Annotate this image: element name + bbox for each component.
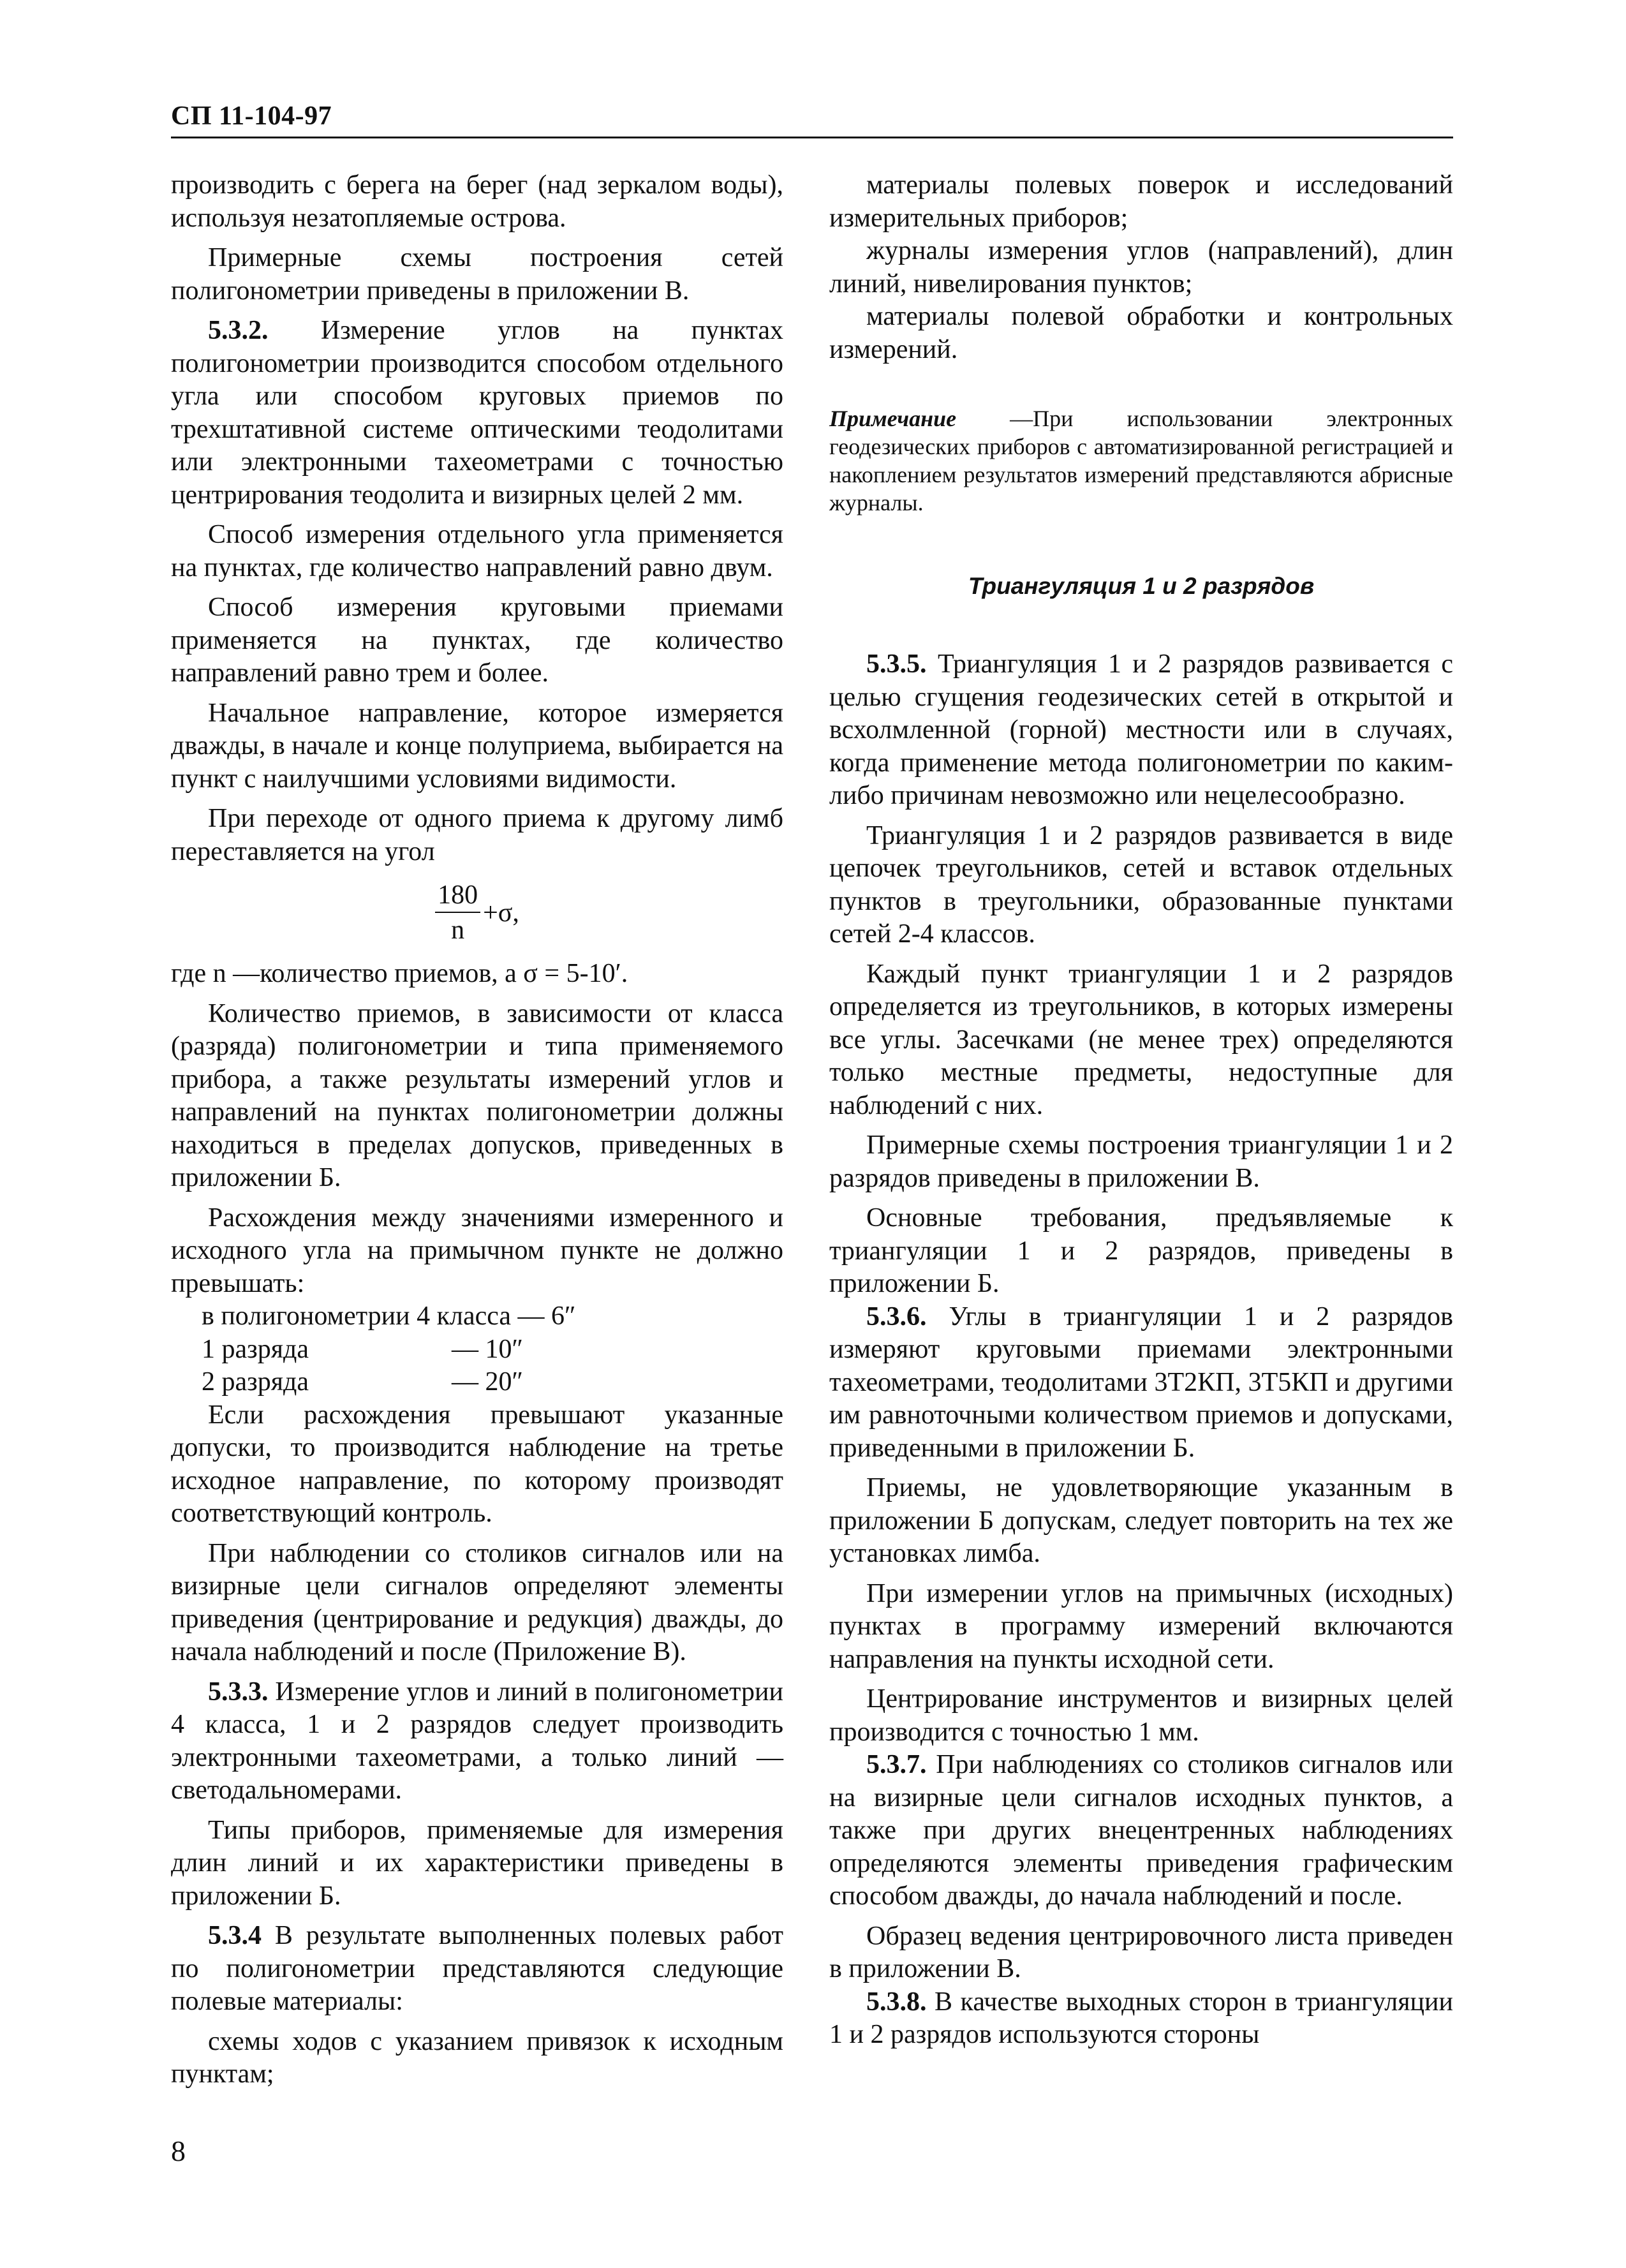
clause-text: Углы в триангуляции 1 и 2 разрядов измеряют круговыми приемами электронными тахеометрами, теодолитами 3Т2КП, 3Т5КП и другими им равноточными количеством приемов и допусками, приведенными в приложении Б. <box>829 1301 1453 1463</box>
clause-number: 5.3.7. <box>866 1750 927 1779</box>
paragraph: Центрирование инструментов и визирных целей производится с точностью 1 мм. <box>829 1684 1453 1747</box>
paragraph-5-3-6 <box>829 1301 1453 1465</box>
fraction <box>435 880 480 946</box>
paragraph: Количество приемов, в зависимости от класса (разряда) полигонометрии и типа применяемого прибора, а также результаты измерений углов и направлений на пунктах полигонометрии должны находиться в пределах допусков, приведенных в приложении Б. <box>171 998 783 1192</box>
tolerance-label: 1 разряда <box>202 1334 309 1364</box>
fraction-numerator: 180 <box>435 880 480 913</box>
note-label: Примечание <box>829 406 957 431</box>
paragraph: схемы ходов с указанием привязок к исходным пунктам; <box>171 2026 783 2089</box>
paragraph: Способ измерения круговыми приемами применяется на пунктах, где количество направлений равно трем и более. <box>171 593 783 688</box>
tolerance-row <box>171 1333 783 1367</box>
page-number: 8 <box>171 2135 186 2167</box>
clause-number: 5.3.4 <box>208 1921 262 1950</box>
tolerance-value: — 10″ <box>452 1334 523 1364</box>
clause-text: Триангуляция 1 и 2 разрядов развивается с целью сгущения геодезических сетей в открытой и всхолмленной (горной) местности или в случаях, когда применение метода полигонометрии по каким-либо причинам невозможно или нецелесообразно. <box>829 649 1453 810</box>
tolerance-row: в полигонометрии 4 класса — 6″ <box>202 1301 576 1331</box>
paragraph: где n —количество приемов, а σ = 5-10′. <box>171 959 628 988</box>
paragraph: Каждый пункт триангуляции 1 и 2 разрядов определяется из треугольников, в которых измерены все углы. Засечками (не менее трех) определяются только местные предметы, недоступные для наблюдений с них. <box>829 959 1453 1120</box>
tolerance-row <box>171 1366 783 1399</box>
paragraph: Если расхождения превышают указанные допуски, то производится наблюдение на третье исходное направление, по которому производят соответствующий контроль. <box>171 1400 783 1528</box>
paragraph: Образец ведения центрировочного листа приведен в приложении В. <box>829 1921 1453 1983</box>
fraction-denominator: n <box>451 915 465 945</box>
tolerance-list <box>171 1300 783 1399</box>
tolerance-value: — 20″ <box>452 1367 523 1397</box>
clause-number: 5.3.3. <box>208 1677 269 1707</box>
paragraph: Способ измерения отдельного угла применяется на пунктах, где количество направлений равно двум. <box>171 520 783 582</box>
clause-text: В результате выполненных полевых работ по полигонометрии представляются следующие полевые материалы: <box>171 1921 783 2016</box>
formula <box>171 868 783 958</box>
page-header <box>171 101 1453 138</box>
clause-text: Измерение углов и линий в полигонометрии 4 класса, 1 и 2 разрядов следует производить электронными тахеометрами, а только линий — светодальномерами. <box>171 1677 783 1805</box>
formula-tail: +σ, <box>483 898 519 928</box>
paragraph: материалы полевых поверок и исследований измерительных приборов; <box>829 170 1453 233</box>
paragraph: Триангуляция 1 и 2 разрядов развивается в виде цепочек треугольников, сетей и вставок отдельных пунктов в треугольники, образованные пунктами сетей 2-4 классов. <box>829 820 1453 949</box>
clause-text: Измерение углов на пунктах полигонометрии производится способом отдельного угла или способом круговых приемов по трехштативной системе оптическими теодолитами или электронными тахеометрами с точностью центрирования теодолита и визирных целей 2 мм. <box>171 316 783 510</box>
paragraph-5-3-3 <box>171 1676 783 1807</box>
paragraph: Типы приборов, применяемые для измерения длин линий и их характеристики приведены в приложении Б. <box>171 1815 783 1911</box>
paragraph: Приемы, не удовлетворяющие указанным в приложении Б допускам, следует повторить на тех же установках лимба. <box>829 1473 1453 1568</box>
note-text: —При использовании электронных геодезических приборов с автоматизированной регистрацией и накоплением результатов измерений представляются абрисные журналы. <box>829 406 1453 515</box>
clause-number: 5.3.8. <box>866 1987 927 2017</box>
section-heading: Триангуляция 1 и 2 разрядов <box>968 573 1315 599</box>
paragraph: материалы полевой обработки и контрольных измерений. <box>829 302 1453 364</box>
tolerance-label: 2 разряда <box>202 1367 309 1397</box>
paragraph-5-3-8 <box>829 1986 1453 2052</box>
clause-number: 5.3.5. <box>866 649 927 679</box>
paragraph-5-3-4 <box>171 1920 783 2019</box>
clause-text: В качестве выходных сторон в триангуляции 1 и 2 разрядов используются стороны <box>829 1987 1453 2049</box>
document-code: СП 11-104-97 <box>171 101 332 131</box>
paragraph: Основные требования, предъявляемые к триангуляции 1 и 2 разрядов, приведены в приложении Б. <box>829 1203 1453 1298</box>
paragraph: Примерные схемы построения сетей полигонометрии приведены в приложении В. <box>171 243 783 306</box>
paragraph: журналы измерения углов (направлений), длин линий, нивелирования пунктов; <box>829 236 1453 299</box>
clause-number: 5.3.2. <box>208 316 269 345</box>
right-column <box>829 169 1453 2052</box>
paragraph: При измерении углов на примычных (исходных) пунктах в программу измерений включаются направления на пункты исходной сети. <box>829 1578 1453 1674</box>
paragraph-5-3-5 <box>829 648 1453 813</box>
paragraph: Начальное направление, которое измеряется дважды, в начале и конце полуприема, выбирается на пункт с наилучшими условиями видимости. <box>171 698 783 794</box>
paragraph-5-3-7 <box>829 1749 1453 1913</box>
paragraph-5-3-2 <box>171 315 783 512</box>
paragraph: При переходе от одного приема к другому лимб переставляется на угол <box>171 804 783 866</box>
paragraph: Расхождения между значениями измеренного и исходного угла на примычном пункте не должно превышать: <box>171 1203 783 1298</box>
clause-number: 5.3.6. <box>866 1301 927 1331</box>
paragraph: производить с берега на берег (над зеркалом воды), используя незатопляемые острова. <box>171 170 783 233</box>
paragraph: При наблюдении со столиков сигналов или на визирные цели сигналов определяют элементы приведения (центрирование и редукция) дважды, до начала наблюдений и после (Приложение В). <box>171 1538 783 1666</box>
clause-text: При наблюдениях со столиков сигналов или на визирные цели сигналов исходных пунктов, а также при других внецентренных наблюдениях определяются элементы приведения графическим способом дважды, до начала наблюдений и после. <box>829 1750 1453 1911</box>
left-column <box>171 169 783 2091</box>
paragraph: Примерные схемы построения триангуляции 1 и 2 разрядов приведены в приложении В. <box>829 1130 1453 1193</box>
note <box>829 404 1453 517</box>
